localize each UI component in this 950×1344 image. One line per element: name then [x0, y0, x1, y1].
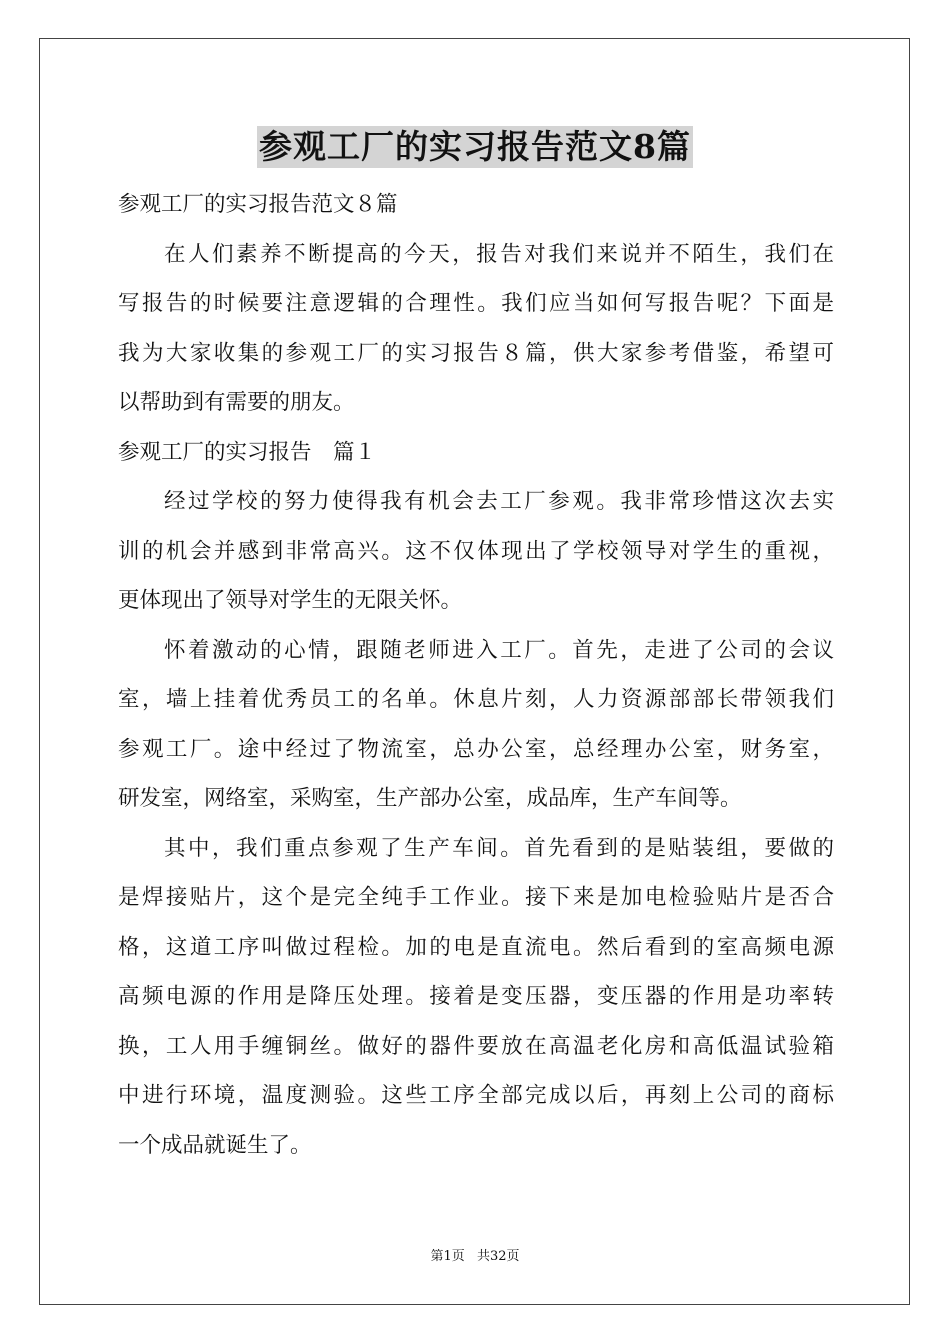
document-title: 参观工厂的实习报告范文8篇: [259, 127, 691, 166]
paragraph-line: 格，这道工序叫做过程检。加的电是直流电。然后看到的室高频电源: [118, 934, 834, 960]
paragraph-line: 我为大家收集的参观工厂的实习报告８篇，供大家参考借鉴，希望可: [118, 340, 834, 366]
subtitle: 参观工厂的实习报告范文８篇: [118, 192, 398, 217]
paragraph-line: 是焊接贴片，这个是完全纯手工作业。接下来是加电检验贴片是否合: [118, 885, 834, 910]
paragraph-line: 室，墙上挂着优秀员工的名单。休息片刻，人力资源部部长带领我们: [118, 687, 834, 712]
page-footer: [0, 1245, 950, 1264]
paragraph-line: 研发室，网络室，采购室，生产部办公室，成品库，生产车间等。: [118, 786, 742, 811]
paragraph-2: [118, 626, 834, 824]
intro-paragraph: [118, 230, 834, 428]
section-heading: 参观工厂的实习报告 篇１: [118, 439, 377, 465]
paragraph-3: [118, 824, 834, 1171]
paragraph-line: 以帮助到有需要的朋友。: [118, 390, 355, 415]
page-total: 共32页: [476, 1249, 520, 1264]
paragraph-line: 中进行环境，温度测验。这些工序全部完成以后，再刻上公司的商标: [118, 1083, 834, 1108]
paragraph-line: 参观工厂。途中经过了物流室，总办公室，总经理办公室，财务室，: [118, 736, 834, 762]
paragraph-line: 训的机会并感到非常高兴。这不仅体现出了学校领导对学生的重视，: [118, 538, 834, 564]
paragraph-line: 怀着激动的心情，跟随老师进入工厂。首先，走进了公司的会议: [164, 637, 834, 663]
paragraph-line: 一个成品就诞生了。: [118, 1132, 312, 1158]
paragraph-line: 经过学校的努力使得我有机会去工厂参观。我非常珍惜这次去实: [164, 489, 834, 514]
paragraph-line: 更体现出了领导对学生的无限关怀。: [118, 588, 463, 613]
paragraph-line: 换，工人用手缠铜丝。做好的器件要放在高温老化房和高低温试验箱: [118, 1033, 834, 1059]
paragraph-line: 写报告的时候要注意逻辑的合理性。我们应当如何写报告呢？下面是: [118, 291, 834, 316]
paragraph-line: 高频电源的作用是降压处理。接着是变压器，变压器的作用是功率转: [118, 984, 834, 1009]
paragraph-line: 其中，我们重点参观了生产车间。首先看到的是贴装组，要做的: [164, 835, 834, 861]
page-number: 第1页: [430, 1249, 465, 1264]
paragraph-1: [118, 477, 834, 626]
document-body: [118, 180, 834, 1170]
title-container: [0, 126, 950, 168]
paragraph-line: 在人们素养不断提高的今天，报告对我们来说并不陌生，我们在: [164, 241, 834, 267]
